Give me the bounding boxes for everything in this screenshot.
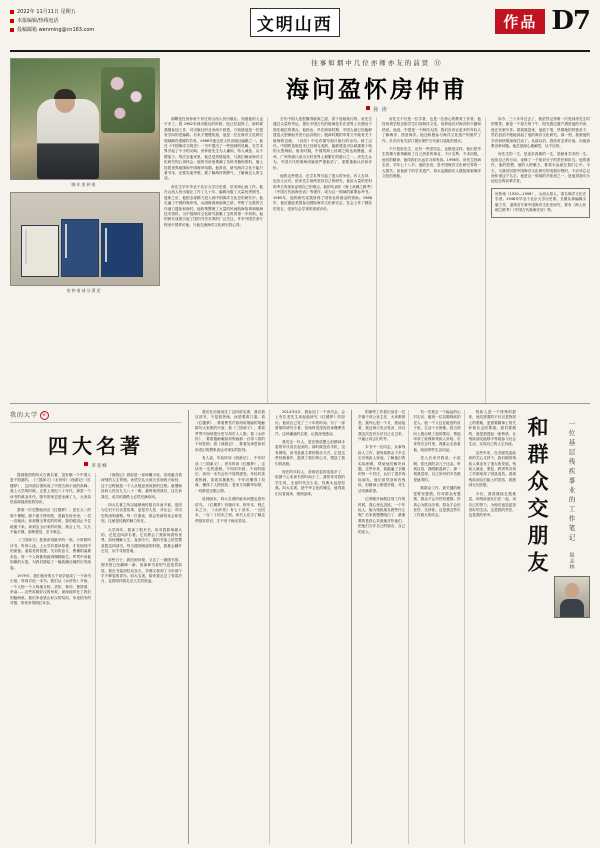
masthead-contact-row-1 bbox=[10, 17, 94, 25]
square-bullet-icon bbox=[366, 106, 370, 110]
paragraph: 本书中一位同志，从事残疾人工作，我每周都会下乡去走访残疾人家庭，了解他们的实际困难，帮助他们解决问题。这些年来，我跑遍了全镇的每一个村庄，认识了很多残疾朋友。他们虽然身体有残疾，但精神上都很坚强，对生活充满希望。 bbox=[358, 445, 406, 493]
top-article-kicker: 往事如烟中几位亦师亦友的前贤 ⑪ bbox=[311, 59, 443, 67]
photo-books bbox=[10, 192, 160, 286]
series-label-my-university bbox=[10, 410, 182, 423]
paragraph: 房先生早年毕业于北京大学历史系，后来到山西工作。他在山西人民出版社工作了几十年，编辑出版了大量优秀图书。退休之后，他把全部精力投入到中国海洋文化史的研究中。他走遍了中国的海岸线，从渤海湾到南海之滨，考察了无数的古代港口遗址和渔村。他收集整理了大量的民间航海故事和航海技术资料，为中国海洋文化研究积累了宝贵的第一手材料。他的研究成果引起了国内外学术界的广泛关注，许多外国学者专程来中国拜访他，与他交流海洋文化研究的心得。 bbox=[164, 184, 263, 227]
photo-caption-1: 晚年房仲甫 bbox=[71, 182, 97, 187]
masthead-date-row bbox=[10, 8, 94, 16]
paragraph: 做群众工作，最关键的就是要有感情。你对群众有感情，群众才会对你有感情。你真心为群众办事，群众才会信任你、支持你。这是我这些年工作最大的体会。 bbox=[413, 486, 461, 518]
top-article-column-2 bbox=[273, 117, 377, 403]
paragraph: 《三国演义》是我读得最早的一部。小时候听评书，听得入迷。上大学后重读原著，才发现其中的深意。诸葛亮的智慧，关羽的忠义，曹操的枭雄本色，每一个人物都刻画得栩栩如生。罗贯中用他如椽的大笔，为我们描绘了一幅波澜壮阔的历史画卷。 bbox=[10, 538, 91, 570]
paragraph: 1979年，我们宿舍的几个同学组成了一个读书小组，每周讨论一本书。我们从《水浒传》开始，一个人物一个人物地分析。武松、林冲、鲁智深、李逵……这些英雄好汉的形象，深深地印在了我们的脑海里。我们争论梁山好汉的结局，争论招安的对错，常常争得面红耳赤。 bbox=[10, 573, 91, 605]
bottom-left-byline bbox=[10, 462, 182, 469]
paragraph: 前些日子，我回到母校，又去了一趟图书馆。图书馆已经翻修一新，但那种书香的气息依然如故。我在书架前驻足良久，仿佛又看到了当年那个手不释卷的青年。四大名著，陪伴我走过了青春岁月，也将陪伴我走完人生的旅途。 bbox=[101, 557, 182, 584]
top-article-columns bbox=[164, 117, 590, 403]
square-bullet-icon bbox=[84, 462, 88, 466]
paragraph: 老人后来对我说：小赵啊，你比我的亲儿子还亲。听到这话，我眼眶湿润了。那一刻我觉得，自己所有的辛苦都是值得的。 bbox=[413, 456, 461, 482]
paragraph: 他的这些观点，在学术界引起了很大的争论。有人支持，也有人反对。但房先生始终坚持自己的研究，他用大量的史料和考古发现来证明自己的观点。他的代表作《海上丝绸之路考》《中国古代航海史话》等著作，成为这一领域的重要参考书。1985年，他的研究成果获得了国家社科基金的资助。1988年，他应邀赴美国参加国际海洋文化研讨会，在会上作了精彩的发言，受到与会学者的高度评价。 bbox=[273, 174, 372, 211]
bottom-left-article bbox=[10, 410, 189, 844]
book-cover-3 bbox=[101, 223, 143, 277]
bottom-right-column-3 bbox=[469, 410, 516, 844]
series-label-text: 我的大学 bbox=[10, 412, 39, 419]
book-cover-1 bbox=[21, 225, 59, 277]
top-article-boxed-note: 房仲甫（1920—1998），山西太原人，著名海洋文化史学者。1946年毕业于北京大学历史系。长期从事编辑出版工作，退休后专事中国海洋文化史研究，著有《海上丝绸之路考》《中国古代航海史话》等。 bbox=[491, 188, 590, 218]
paragraph: 如今，三十多年过去了，我依然记得第一次见到房先生时的情景。那是一个春天的下午，阳光透过窗户洒进他的书房，他正伏案写作。看到我进来，他放下笔，热情地招呼我坐下，然后滔滔不绝地讲起了他的海洋文化研究。那一刻，我被他的学识和热情深深打动了。从那以后，我经常去拜访他，向他请教各种问题。他总是耐心地解答，从不厌烦。 bbox=[491, 117, 590, 149]
paragraph: 房先生不仅是一位学者，也是一位热心的教育工作者。他经常到学校去给学生们讲海洋文化，培养他们对海洋的兴趣和热爱。他说，中国是一个海洋大国，我们应该让更多的年轻人了解海洋、热爱海洋。他还积极参与海洋文化遗产的保护工作，多次向有关部门提出保护古代港口遗址的建议。 bbox=[382, 117, 481, 143]
bottom-right-title: 和群众交朋友 bbox=[525, 416, 550, 578]
masthead-contact-2: 投稿邮箱 wenming@cn163.com bbox=[17, 27, 95, 33]
masthead bbox=[10, 6, 590, 52]
bottom-left-column-1 bbox=[10, 473, 96, 844]
bottom-left-column-2 bbox=[101, 473, 182, 844]
top-article bbox=[10, 52, 590, 404]
bottom-left-columns bbox=[10, 473, 182, 844]
bottom-right-column-2 bbox=[413, 410, 464, 844]
portrait-head bbox=[565, 583, 579, 598]
masthead-contact-row-2 bbox=[10, 26, 94, 34]
masthead-info bbox=[10, 6, 94, 35]
photo-portrait-fang bbox=[10, 58, 160, 180]
author-portrait bbox=[554, 576, 590, 618]
flower-backdrop bbox=[101, 67, 155, 133]
masthead-contact-1: 本报编辑/热线电话 bbox=[17, 18, 59, 24]
paragraph: 提到我国的四大古典名著，没有哪一个中国人是不知道的。《三国演义》《水浒传》《西游记》《红楼梦》，这四部巨著构成了中国古典小说的高峰。我上大学的时候，正是上世纪八十年代，那是一个读书的黄金年代。图书馆里总是坐满了人，大家如饥似渴地汲取着知识。 bbox=[10, 473, 91, 505]
bottom-left-title: 四大名著 bbox=[48, 434, 144, 458]
bottom-middle-columns bbox=[195, 410, 345, 844]
masthead-section-block bbox=[495, 6, 590, 36]
paragraph: 大学四年，我读了很多书，但对我影响最大的，还是这四部名著。它们教会了我如何看待世界，如何理解人生。直到今天，我的书架上依然摆放着这四部书，每当遇到困惑的时候，我都会翻开它们，从中寻找答案。 bbox=[101, 527, 182, 554]
paragraph: 我们这一代人，是在物质匮乏但精神丰富的年代成长起来的。那时候没有手机，没有网络，读书是最主要的娱乐方式。正是这些经典著作，滋养了我们的心灵，塑造了我们的品格。 bbox=[275, 440, 345, 466]
book-cover-2 bbox=[61, 219, 99, 277]
paragraph: 现在的年轻人，获取信息的渠道多了，但静下心来读书的时间少了。我常常对我的学生说，无论时代怎么变，经典永远是经典。四大名著，是中华文化的瑰宝，值得我们反复阅读、细细品味。 bbox=[275, 470, 345, 496]
paragraph: 四大名著之所以能够流传数百年而不衰，是因为它们不仅仅是故事，更是对人性、对社会、对历史的深刻洞察。每一次重读，都会有新的体会和发现。这就是经典的魅力所在。 bbox=[101, 503, 182, 524]
bottom-middle-article bbox=[195, 410, 352, 844]
top-article-photo-column bbox=[10, 58, 158, 403]
paragraph: 那颗是在房仲甫于作过的山西人民出版社。知道他的人也不多了。我 1982年到出版社的时候，他已经退休了。那时候我刚参加工作，对出版社的业务尚不熟悉，只知道他是一位很有学问的老编辑。后来才慢慢知道，他是一位在海洋文化研究领域颇有建树的学者。1986年他还是人民出版社编辑之一。他在《中国海洋文明史》一书中提出了一些独到的见解，在学术界引起了不小的反响。房仲甫先生为人谦和，待人诚恳，从不摆架子。每次去他家里，他总是热情接待，与我们畅谈海洋文化研究的心得体会。他的书房里堆满了各种书籍和资料，墙上挂着世界地图和中国海岸线图。他常说，研究海洋文化不能只看书本，还要实地考察，要了解海洋的脾气，了解海边人的生活。 bbox=[164, 117, 263, 181]
bottom-right-columns bbox=[358, 410, 516, 844]
paragraph: 古代中国人是很懂得航海之道、善于造船航行的。房先生通过大量的考证，提出中国古代的航海技术在世界上长期处于领先地位的观点。他指出，早在商周时期，中国人就已经能够建造大型海船并进行远洋航行。殷商时期的甲骨文中就有关于航海的记载，《诗经》中也有描写船只航行的诗句。到了汉代，中国的造船技术已经相当成熟，能够建造可以载重数十吨的大型海船。唐宋时期，中国的海上丝绸之路达到鼎盛，泉州、广州等港口成为当时世界上最繁忙的港口之一。房先生认为，中国古代的航海成就被严重低估了，需要重新认识和评价。 bbox=[273, 117, 372, 170]
square-bullet-icon bbox=[10, 19, 14, 23]
paragraph: 的那些工作我们身在一位乡镇干部公室主任，大家都熟悉，我内心很一个月，我说接着，我这两天有点受凉，所以我这次没有办法自己走过来，只能让同志们代劳。 bbox=[358, 410, 406, 442]
square-bullet-icon bbox=[10, 28, 14, 32]
paragraph: 2014年4月，我参加了一个读书会，会上有位老先生谈起他研究《红楼梦》的经历。他说自己花了三十年的时间，写了一部厚厚的研究专著，但始终觉得没有读懂曹雪芹。这种谦逊的态度，让我深受感动。 bbox=[275, 410, 345, 436]
paragraph: 房先生的一生，是追求真理的一生，是献身学术的一生。他用自己的行动，诠释了一个知识分子的责任和担当。他的著作，他的思想，他的人格魅力，都将永远留在我们心中。今天，当我们回望中国海洋文化研究的发展历程时，不应该忘记房仲甫这个名字。他是这一领域的开拓者之一，是值得我们永远纪念的前辈学者。 bbox=[491, 152, 590, 184]
bottom-section bbox=[10, 404, 590, 844]
bottom-middle-column-1 bbox=[195, 410, 270, 844]
bottom-right-article bbox=[358, 410, 590, 844]
paragraph: 我第一次完整地读完《红楼梦》，是在大二的那个暑假。那个夏天特别热，我躲在宿舍里，一页一页地读。读到黛玉葬花的时候，我的眼泪止不住地流下来。读到宝玉出家的时候，我合上书，久久不能平静。那种感觉，至今难忘。 bbox=[10, 508, 91, 535]
square-bullet-icon bbox=[10, 10, 14, 14]
section-badge: 作品 bbox=[495, 9, 545, 34]
paragraph: 《西游记》看似是一部神魔小说，实则蕴含着深刻的人生哲理。孙悟空从大闹天宫到西天取经，这个过程就是一个人从叛逆到成熟的过程。唐僧师徒四人经历九九八十一难，最终取得真经，这告诉我们，成功的道路上必然充满坎坷。 bbox=[101, 473, 182, 499]
portrait-body bbox=[560, 599, 584, 617]
paragraph: 今后，我将继续扎根基层，和残疾朋友们在一起，用自己的努力，为他们创造更加美好的生活。这是我的责任，也是我的荣幸。 bbox=[468, 491, 516, 518]
top-article-byline bbox=[164, 106, 590, 113]
paragraph: 我们在前面说过了这四部名著，我们看这部书，不是看热闹，而是要看门道。看《红楼梦》，要看曹雪芹如何用细腻的笔触描写大家族的兴衰；看《三国演义》，要看罗贯中如何把历史写得引人入胜；看《水浒传》，要看施耐庵如何刻画那一百零八将的不同性格；看《西游记》，要看吴承恩如何用奇幻的想象表达对现实的批判。 bbox=[195, 410, 265, 452]
photo-person-hair bbox=[54, 89, 76, 99]
bottom-right-column-1 bbox=[358, 410, 409, 844]
bottom-right-subtitle: 一位基层残疾事业的工作笔记 bbox=[567, 420, 576, 544]
publication-logo: 文明山西 bbox=[250, 8, 340, 37]
bottom-right-layout bbox=[358, 410, 590, 844]
paragraph: 有人说，年轻时读《西游记》，中年时读《三国演义》，老年时读《红楼梦》。这话有一定的道理。不同的年龄，不同的阅历，读同一本书会有不同的感受。年轻时喜欢热闹，喜欢英雄豪杰；中年后懂得了权谋，懂得了人情世故；老来方知繁华如梦，一切都是过眼云烟。 bbox=[195, 456, 265, 493]
masthead-logo-block bbox=[250, 6, 340, 37]
masthead-date: 2022年 11月11日 星期五 bbox=[17, 9, 76, 15]
paragraph: 有一次我去一个偏远的山村走访，碰到一位双腿残疾的老人。他一个人住在破旧的房子里，生活十分困难。我当即向上级反映了他的情况，帮他申请了低保和残疾人补贴。后来每次去村里，我都会去看看他，给他带些生活用品。 bbox=[413, 410, 461, 452]
top-article-headline: 海问盈怀房仲甫 bbox=[286, 76, 468, 103]
paragraph: 残疾人是一个特殊的群体，他们需要的不仅仅是物质上的帮助，更需要精神上的关怀和社会的尊重。我们要做的，就是搭建起一座桥梁，让残疾朋友能够平等地参与社会生活，实现自己的人生价值。 bbox=[468, 410, 516, 447]
bottom-middle-column-2 bbox=[275, 410, 345, 844]
paragraph: 这些年来，在各级党委政府的关心支持下，我们镇的残疾人事业有了很大的发展。残疾人就业、康复、教育等各项工作都取得了明显成效。看到残疾朋友们脸上的笑容，我感到无比欣慰。 bbox=[468, 450, 516, 488]
series-number: ⑥ bbox=[41, 413, 48, 418]
paragraph: 不只是房先生，还有一些老同志，也都是这样。他们把毕生的精力都奉献给了自己热爱的事业，不计名利，不求回报。他们的精神，值得我们永远学习和发扬。1998年，房先生因病去世，享年七十八岁。他的去世，是中国海洋文化研究界的一大损失。但他留下的学术遗产，将永远激励后人继续探索海洋文化的奥秘。 bbox=[382, 147, 481, 179]
bottom-left-author: 李亚峰 bbox=[91, 464, 108, 469]
top-article-column-1 bbox=[164, 117, 268, 403]
paragraph: 记得刚开始做这项工作的时候，我心里也没底。一个年轻人，能为残疾朋友做些什么呢？后来我慢慢明白了，最重要的是真心实意地对待他们，把他们当作自己的朋友、自己的亲人。 bbox=[358, 497, 406, 534]
paragraph: 说到版本，四大名著的版本问题也很有讲究。《红楼梦》有脂评本、程甲本、程乙本之分；《水浒传》有七十回本、一百回本、一百二十回本之别。读书人应当了解这些基本常识，才不至于闹出笑话。 bbox=[195, 497, 265, 523]
page-number: D7 bbox=[551, 6, 590, 36]
top-article-column-4 bbox=[491, 117, 590, 403]
top-article-author: 孙 涛 bbox=[373, 107, 388, 113]
top-article-column-3 bbox=[382, 117, 486, 403]
bottom-right-title-block bbox=[520, 410, 590, 844]
photo-caption-2: 房仲甫部分著述 bbox=[66, 288, 102, 293]
bottom-right-byline: 赵志林 bbox=[568, 551, 575, 570]
top-article-body bbox=[164, 58, 590, 403]
